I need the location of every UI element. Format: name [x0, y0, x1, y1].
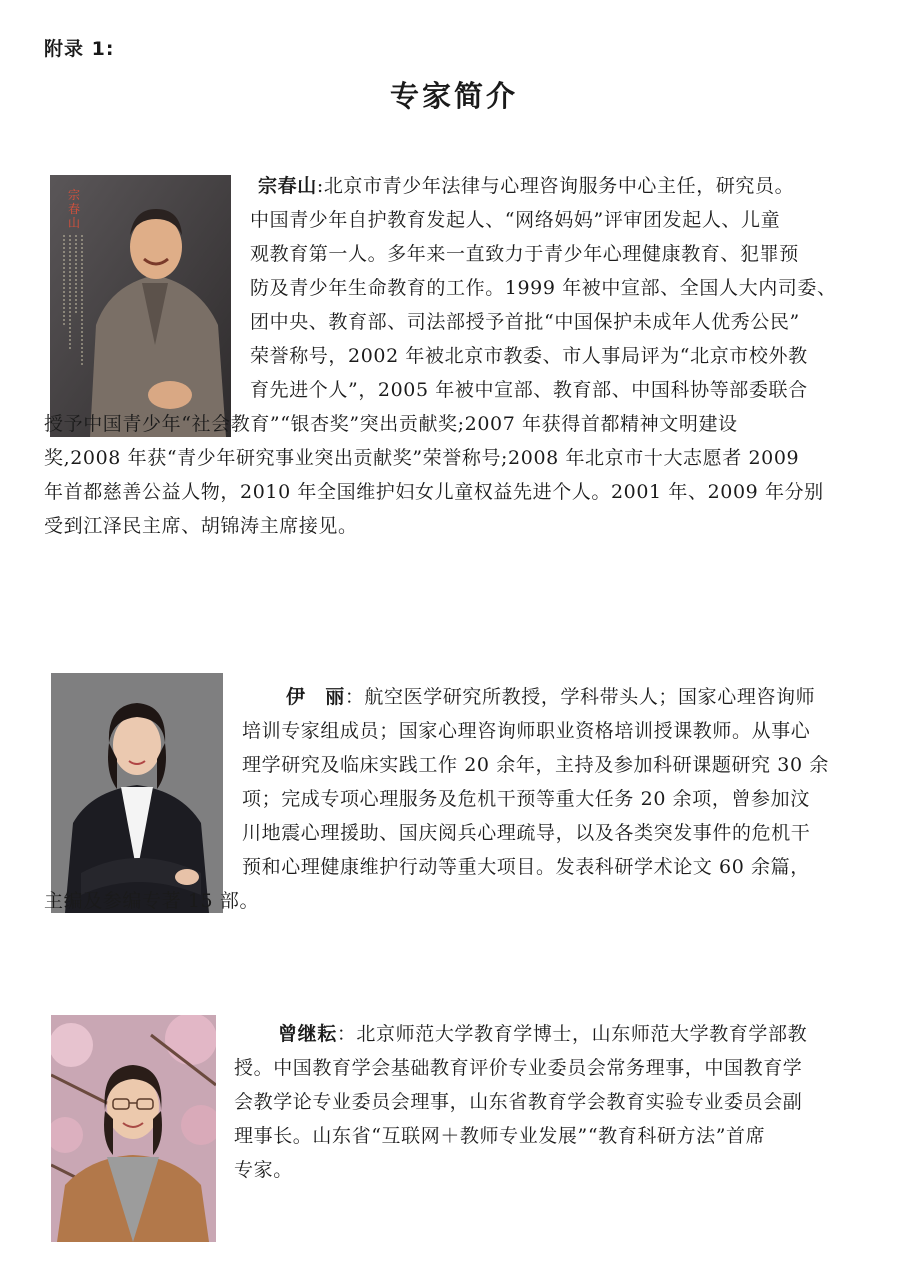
expert-name: 曾继耘 [278, 1023, 337, 1045]
svg-text:山: 山 [67, 216, 81, 230]
expert-bio-zeng-jiyun: 曾继耘：北京师范大学教育学博士，山东师范大学教育学部教 授。中国教育学会基础教育评价专业委员会常务理事，中国教育学 会教学论专业委员会理事，山东省教育学会教育实验专业委员会副 理事长。山东省“互联网＋教师专业发展”“教育科研方法”首席 专家。 [234, 1023, 808, 1181]
expert-name: 宗春山 [258, 175, 317, 197]
appendix-label: 附录 1: [44, 38, 115, 60]
page-title: 专家简介 [389, 79, 518, 113]
expert-name: 伊 丽 [286, 686, 345, 708]
svg-text:春: 春 [67, 202, 81, 216]
svg-text:宗: 宗 [67, 188, 81, 202]
expert-bio-zong-chunshan: 宗春山:北京市青少年法律与心理咨询服务中心主任，研究员。 中国青少年自护教育发起人、“网络妈妈”评审团发起人、儿童 观教育第一人。多年来一直致力于青少年心理健康教育、犯罪预 防及青少年生命教育的工作。1999 年被中宣部、全国人大内司委、 团中央、教育部、司法部授予首批“中国保护未成年人优秀公民” 荣誉称号，2002 年被北京市教委、市人事局评为“北京市校外教 育先进个人”，2005 年被中宣部、教育部、中国科协等部委联合 授予中国青少年“社会教育”“银杏奖”突出贡献奖;2007 年获得首都精神文明建设 奖,2008 年获“青少年研究事业突出贡献奖”荣誉称号;2008 年北京市十大志愿者 2009 年首都慈善公益人物，2010 年全国维护妇女儿童权益先进个人。2001 年、2009 年分别 受到江泽民主席、胡锦涛主席接见。 [44, 175, 837, 537]
expert-bio-yi-li: 伊 丽：航空医学研究所教授，学科带头人；国家心理咨询师 培训专家组成员；国家心理咨询师职业资格培训授课教师。从事心 理学研究及临床实践工作 20 余年，主持及参加科研课题研究 30 余 项；完成专项心理服务及危机干预等重大任务 20 余项，曾参加汶 川地震心理援助、国庆阅兵心理疏导，以及各类突发事件的危机干 预和心理健康维护行动等重大项目。发表科研学术论文 60 余篇， 主编及参编专著 15 部。 [44, 686, 829, 912]
